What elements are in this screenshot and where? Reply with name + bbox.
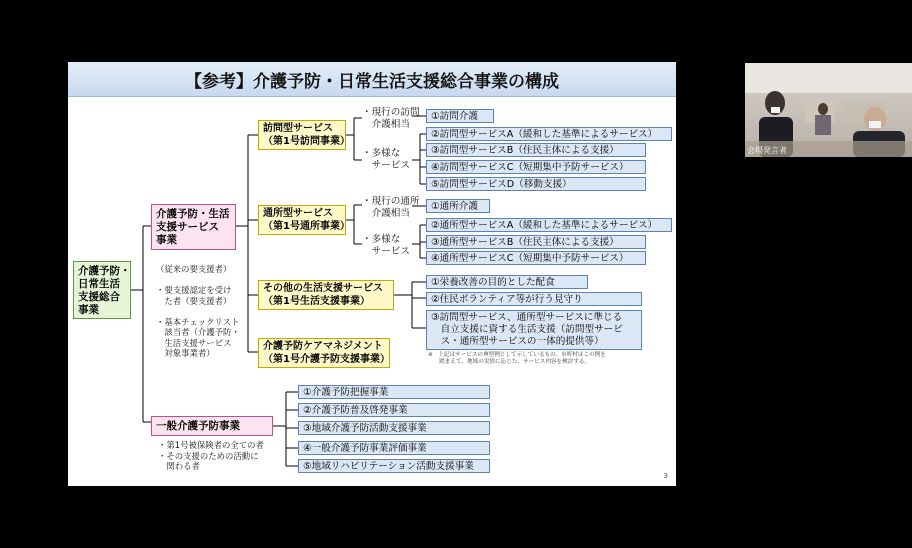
service-project-box: 介護予防・生活 支援サービス 事業: [151, 204, 236, 250]
other-item-1: ①栄養改善の目的とした配食: [426, 275, 588, 289]
general-prevention-box: 一般介護予防事業: [151, 416, 273, 436]
other-item-2: ②住民ボランティア等が行う見守り: [426, 292, 642, 306]
footnote: ※ 上記はサービスの典型例として示しているもの。市町村はこの例を 踏まえて、地域の実情に応じた、サービス内容を検討する。: [428, 352, 606, 365]
general-item-3: ③地域介護予防活動支援事業: [298, 421, 490, 435]
general-item-2: ②介護予防普及啓発事業: [298, 403, 490, 417]
speaker-label: 会場発言者: [747, 146, 787, 155]
day-current-label: ・現行の通所 介護相当: [362, 196, 420, 219]
visit-item-1: ①訪問介護: [426, 109, 494, 123]
visit-item-4: ④訪問型サービスC（短期集中予防サービス）: [426, 160, 646, 174]
visit-service-box: 訪問型サービス （第1号訪問事業）: [258, 120, 346, 150]
day-diverse-label: ・多様な サービス: [362, 234, 410, 257]
visit-item-3: ③訪問型サービスB（住民主体による支援）: [426, 143, 646, 157]
day-service-box: 通所型サービス （第1号通所事業）: [258, 205, 346, 235]
slide-title: 【参考】介護予防・日常生活支援総合事業の構成: [68, 62, 676, 97]
participant-video[interactable]: [745, 63, 912, 157]
day-item-1: ①通所介護: [426, 199, 490, 213]
page-number: 3: [663, 472, 668, 480]
visit-item-5: ⑤訪問型サービスD（移動支援）: [426, 177, 646, 191]
participant-video-frame: [745, 63, 912, 157]
root-box: 介護予防・ 日常生活 支援総合 事業: [73, 261, 131, 319]
general-item-4: ④一般介護予防事業評価事業: [298, 441, 490, 455]
day-item-4: ④通所型サービスC（短期集中予防サービス）: [426, 251, 646, 265]
service-project-target-note: （従来の要支援者） ・要支援認定を受け た者（要支援者） ・基本チェックリスト 該当者（介護予防・ 生活支援サービス 対象事業者）: [156, 264, 240, 358]
visit-current-label: ・現行の訪問 介護相当: [362, 107, 420, 130]
general-item-5: ⑤地域リハビリテーション活動支援事業: [298, 459, 490, 473]
care-management-box: 介護予防ケアマネジメント （第1号介護予防支援事業）: [258, 338, 390, 368]
day-item-3: ③通所型サービスB（住民主体による支援）: [426, 235, 646, 249]
general-item-1: ①介護予防把握事業: [298, 385, 490, 399]
visit-item-2: ②訪問型サービスA（緩和した基準によるサービス）: [426, 127, 672, 141]
other-item-3: ③訪問型サービス、通所型サービスに準じる 自立支援に資する生活支援（訪問型サービ ス・通所型サービスの一体的提供等）: [426, 310, 642, 350]
visit-diverse-label: ・多様な サービス: [362, 148, 410, 171]
other-service-box: その他の生活支援サービス （第1号生活支援事業）: [258, 280, 394, 310]
day-item-2: ②通所型サービスA（緩和した基準によるサービス）: [426, 218, 672, 232]
slide: [68, 62, 676, 486]
general-target-note: ・第1号被保険者の全ての者 ・その支援のための活動に 関わる者: [158, 440, 264, 471]
